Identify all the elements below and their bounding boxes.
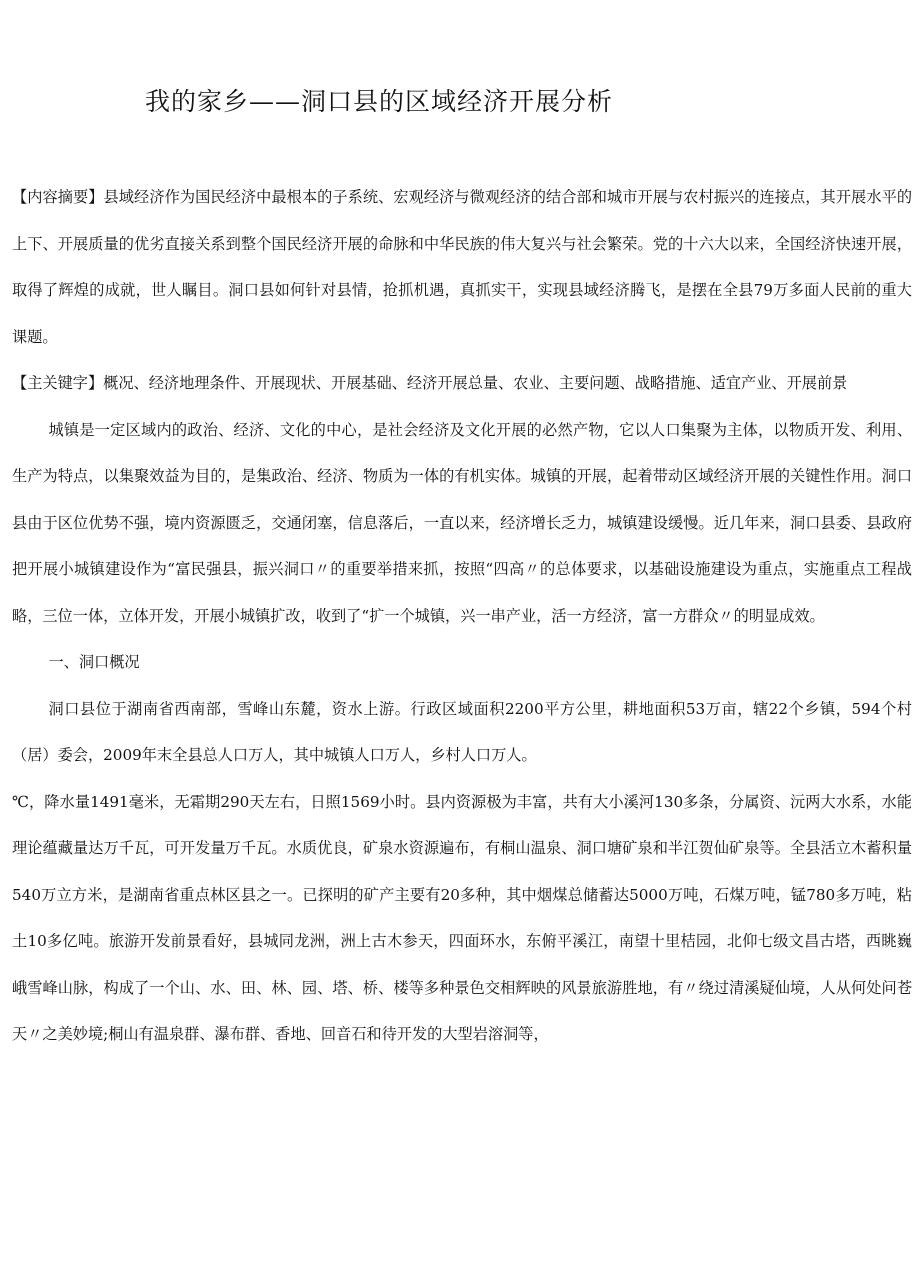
keywords-text: 概况、经济地理条件、开展现状、开展基础、经济开展总量、农业、主要问题、战略措施、适宜产业、开展前景: [103, 374, 848, 392]
document-body: [12, 174, 912, 1058]
document-title: 我的家乡——洞口县的区域经济开展分析: [145, 87, 614, 116]
body-paragraph-location: 洞口县位于湖南省西南部，雪峰山东麓，资水上游。行政区域面积2200平方公里，耕地面积53万亩，辖22个乡镇，594个村（居）委会，2009年末全县总人口万人，其中城镇人口万人，乡村人口万人。: [12, 699, 912, 764]
abstract-paragraph: [12, 174, 912, 360]
keywords-paragraph: [12, 360, 912, 407]
keywords-label: 【主关键字】: [12, 374, 104, 392]
abstract-text: 县域经济作为国民经济中最根本的子系统、宏观经济与微观经济的结合部和城市开展与农村振兴的连接点，其开展水平的上下、开展质量的优劣直接关系到整个国民经济开展的命脉和中华民族的伟大复兴与社会繁荣。党的十六大以来，全国经济快速开展，取得了辉煌的成就，世人瞩目。洞口县如何针对县情，抢抓机遇，真抓实干，实现县域经济腾飞，是摆在全县79万多面人民前的重大课题。: [12, 188, 913, 346]
section-heading-overview: 一、洞口概况: [48, 653, 140, 671]
abstract-label: 【内容摘要】: [12, 188, 104, 206]
body-paragraph-resources: ℃，降水量1491毫米，无霜期290天左右，日照1569小时。县内资源极为丰富，共有大小溪河130多条，分属资、沅两大水系，水能理论蕴藏量达万千瓦，可开发量万千瓦。水质优良，矿泉水资源遍布，有桐山温泉、洞口塘矿泉和半江贺仙矿泉等。全县活立木蓄积量540万立方米，是湖南省重点林区县之一。已探明的矿产主要有20多种，其中烟煤总储蓄达5000万吨，石煤万吨，锰780多万吨，粘土10多亿吨。旅游开发前景看好，县城同龙洲，洲上古木参天，四面环水，东俯平溪江，南望十里桔园，北仰七级文昌古塔，西眺巍峨雪峰山脉，构成了一个山、水、田、林、园、塔、桥、楼等多种景色交相辉映的风景旅游胜地，有〃绕过清溪疑仙境，人从何处问苍天〃之美妙境;桐山有温泉群、瀑布群、香地、回音石和待开发的大型岩溶洞等，: [12, 792, 912, 1043]
body-paragraph-urban: 城镇是一定区域内的政治、经济、文化的中心，是社会经济及文化开展的必然产物，它以人口集聚为主体，以物质开发、利用、生产为特点，以集聚效益为目的，是集政治、经济、物质为一体的有机实体。城镇的开展，起着带动区域经济开展的关键性作用。洞口县由于区位优势不强，境内资源匮乏，交通闭塞，信息落后，一直以来，经济增长乏力，城镇建设缓慢。近几年来，洞口县委、县政府把开展小城镇建设作为“富民强县，振兴洞口〃的重要举措来抓，按照“四高〃的总体要求，以基础设施建设为重点，实施重点工程战略，三位一体，立体开发，开展小城镇扩改，收到了“扩一个城镇，兴一串产业，活一方经济，富一方群众〃的明显成效。: [12, 420, 912, 625]
